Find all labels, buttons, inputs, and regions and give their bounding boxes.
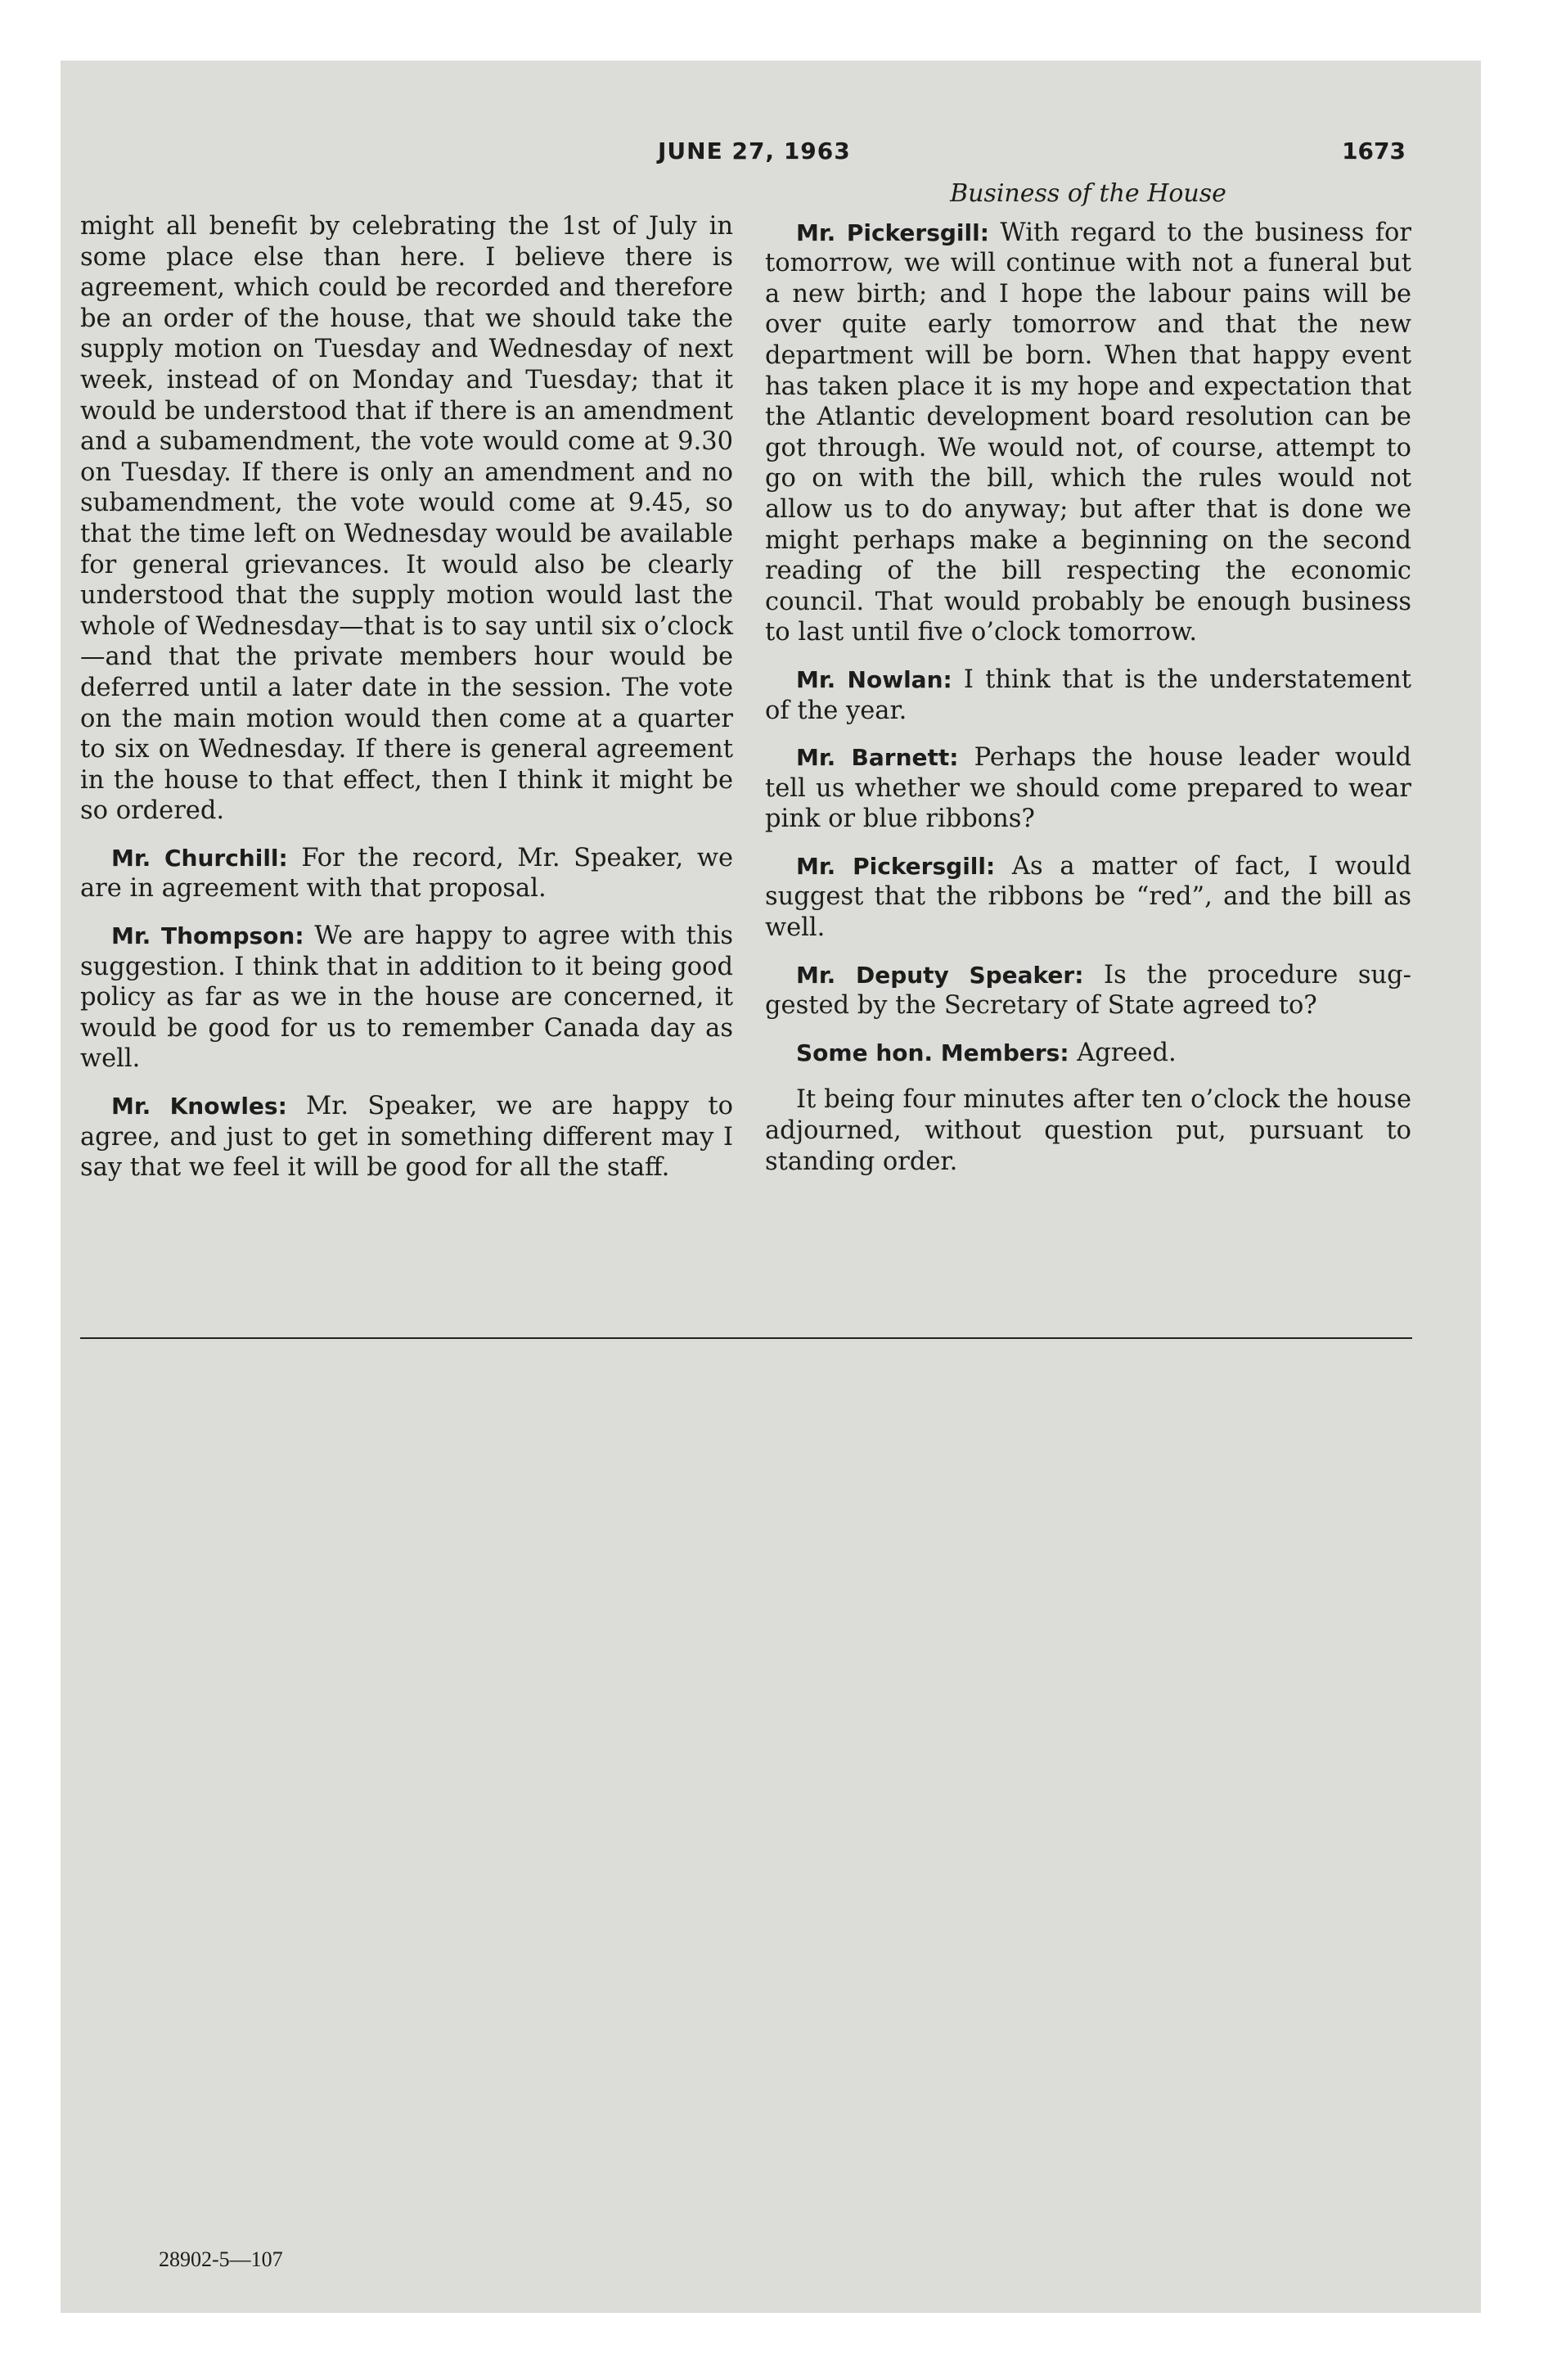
pickersgill-statement-2	[765, 851, 1411, 944]
statement-text: Agreed.	[1069, 1038, 1177, 1067]
speaker-name: Mr. Barnett:	[796, 744, 959, 772]
knowles-statement	[80, 1091, 733, 1183]
speaker-name: Mr. Nowlan:	[796, 665, 952, 693]
continued-paragraph: might all benefit by celebrating the 1st of July in some place else than here. I believe there is agreement, which could be recorded and therefore be an order of the house, that we should take the supply motion on Tuesday and Wednesday of next week, instead of on Monday and Tuesday; that it would be understood that if there is an amendment and a subamendment, the vote would come at 9.30 on Tuesday. If there is only an amendment and no subamendment, the vote would come at 9.45, so that the time left on Wednesday would be available for general grievances. It would also be clearly understood that the supply motion would last the whole of Wednesday—that is to say until six o’clock—and that the private members hour would be deferred until a later date in the session. The vote on the main motion would then come at a quarter to six on Wednesday. If there is general agreement in the house to that effect, then I think it might be so ordered.	[80, 212, 733, 826]
statement-text: We are happy to agree with this suggestion. I think that in addition to it being good policy as far as we in the house are concerned, it would be good for us to remember Canada day as well.	[80, 922, 733, 1074]
speaker-name: Mr. Thompson:	[111, 922, 304, 950]
right-column	[765, 178, 1411, 1193]
thompson-statement	[80, 921, 733, 1075]
page-date-header: JUNE 27, 1963	[658, 137, 851, 165]
nowlan-statement	[765, 665, 1411, 726]
members-response	[765, 1038, 1411, 1069]
statement-text: Mr. Speaker, we are happy to agree, and just to get in something different may I say that we feel it will be good for all the staff.	[80, 1092, 733, 1183]
statement-text: Perhaps the house leader would tell us whether we should come prepared to wear pink or blue ribbons?	[765, 743, 1411, 834]
statement-text: Is the procedure suggested by the Secretary of State agreed to?	[765, 960, 1411, 1021]
page-number: 1673	[1342, 137, 1406, 165]
pickersgill-statement-1	[765, 218, 1411, 648]
left-column	[80, 211, 733, 1200]
speaker-name: Mr. Knowles:	[111, 1093, 287, 1120]
speaker-name: Some hon. Members:	[796, 1039, 1069, 1066]
printer-signature-code: 28902-5—107	[159, 2247, 283, 2271]
statement-text: For the record, Mr. Speaker, we are in agreement with that proposal.	[80, 843, 733, 904]
section-title: Business of the House	[950, 179, 1226, 208]
adjournment-note: It being four minutes after ten o’clock the house adjourned, without question put, pursuant to standing order.	[765, 1085, 1411, 1176]
speaker-name: Mr. Pickersgill:	[796, 852, 996, 880]
speaker-name: Mr. Deputy Speaker:	[796, 961, 1084, 989]
statement-text: As a matter of fact, I would suggest that the ribbons be “red”, and the bill as well.	[765, 851, 1411, 943]
churchill-statement	[80, 843, 733, 904]
speaker-name: Mr. Pickersgill:	[796, 219, 989, 246]
statement-text: With regard to the business for tomorrow, we will continue with not a funeral but a new birth; and I hope the labour pains will be over quite early tomorrow and that the new department will be born. When that happy event has taken place it is my hope and expectation that the Atlantic development board resolution can be got through. We would not, of course, attempt to go on with the bill, which the rules would not allow us to do anyway; but after that is done we might perhaps make a beginning on the second reading of the bill respecting the economic council. That would probably be enough business to last until five o’clock tomorrow.	[765, 218, 1411, 647]
speaker-name: Mr. Churchill:	[111, 844, 288, 872]
statement-text: I think that is the understatement of the year.	[765, 665, 1412, 725]
end-of-sitting-rule	[80, 1337, 1412, 1339]
deputy-speaker-statement	[765, 960, 1411, 1021]
barnett-statement	[765, 742, 1411, 835]
